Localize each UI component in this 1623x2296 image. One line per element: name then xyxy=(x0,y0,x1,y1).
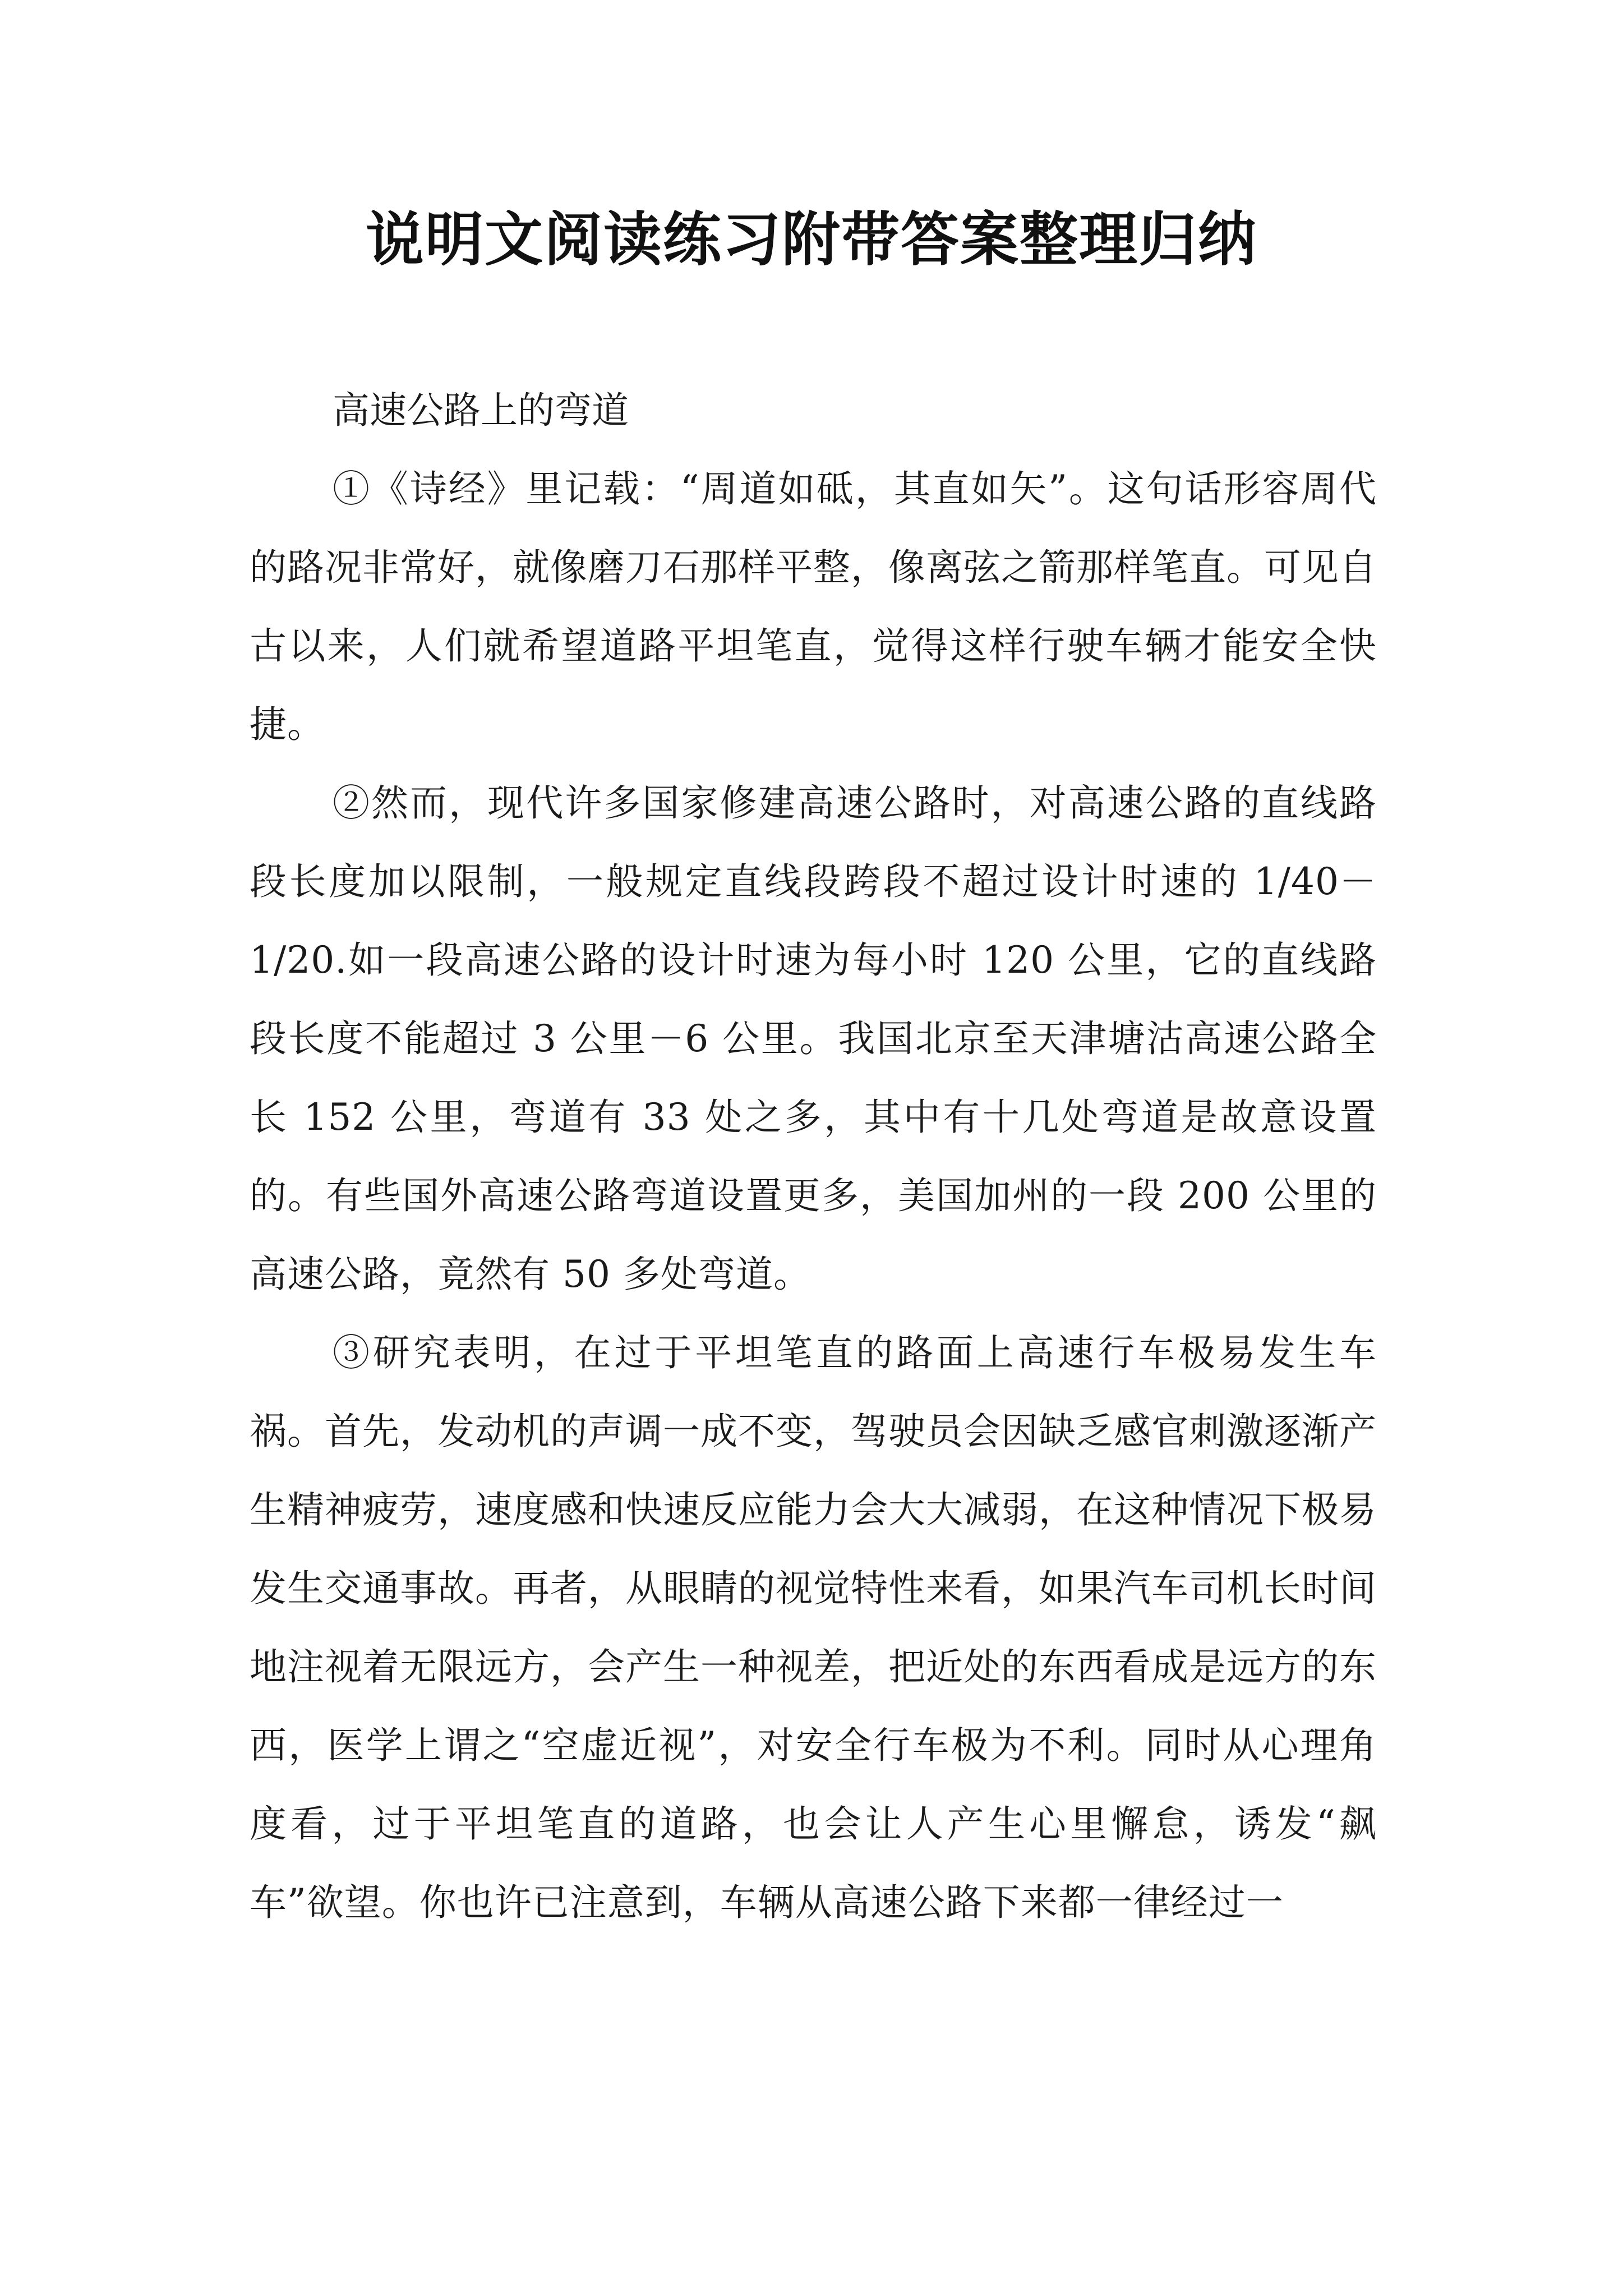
document-body xyxy=(250,371,1377,1942)
paragraph-2: ②然而，现代许多国家修建高速公路时，对高速公路的直线路段长度加以限制，一般规定直线段跨段不超过设计时速的 1/40－1/20.如一段高速公路的设计时速为每小时 120 公里，它的直线路段长度不能超过 3 公里－6 公里。我国北京至天津塘沽高速公路全长 152 公里，弯道有 33 处之多，其中有十几处弯道是故意设置的。有些国外高速公路弯道设置更多，美国加州的一段 200 公里的高速公路，竟然有 50 多处弯道。 xyxy=(250,781,1377,1296)
paragraph-1: ①《诗经》里记载：“周道如砥，其直如矢”。这句话形容周代的路况非常好，就像磨刀石那样平整，像离弦之箭那样笔直。可见自古以来，人们就希望道路平坦笔直，觉得这样行驶车辆才能安全快捷。 xyxy=(250,467,1377,746)
document-title: 说明文阅读练习附带答案整理归纳 xyxy=(365,205,1257,274)
paragraph-3: ③研究表明，在过于平坦笔直的路面上高速行车极易发生车祸。首先，发动机的声调一成不变，驾驶员会因缺乏感官刺激逐渐产生精神疲劳，速度感和快速反应能力会大大减弱，在这种情况下极易发生交通事故。再者，从眼睛的视觉特性来看，如果汽车司机长时间地注视着无限远方，会产生一种视差，把近处的东西看成是远方的东西，医学上谓之“空虚近视”，对安全行车极为不利。同时从心理角度看，过于平坦笔直的道路，也会让人产生心里懈怠，诱发“飙车”欲望。你也许已注意到，车辆从高速公路下来都一律经过一 xyxy=(250,1331,1377,1924)
section-heading: 高速公路上的弯道 xyxy=(333,389,629,432)
